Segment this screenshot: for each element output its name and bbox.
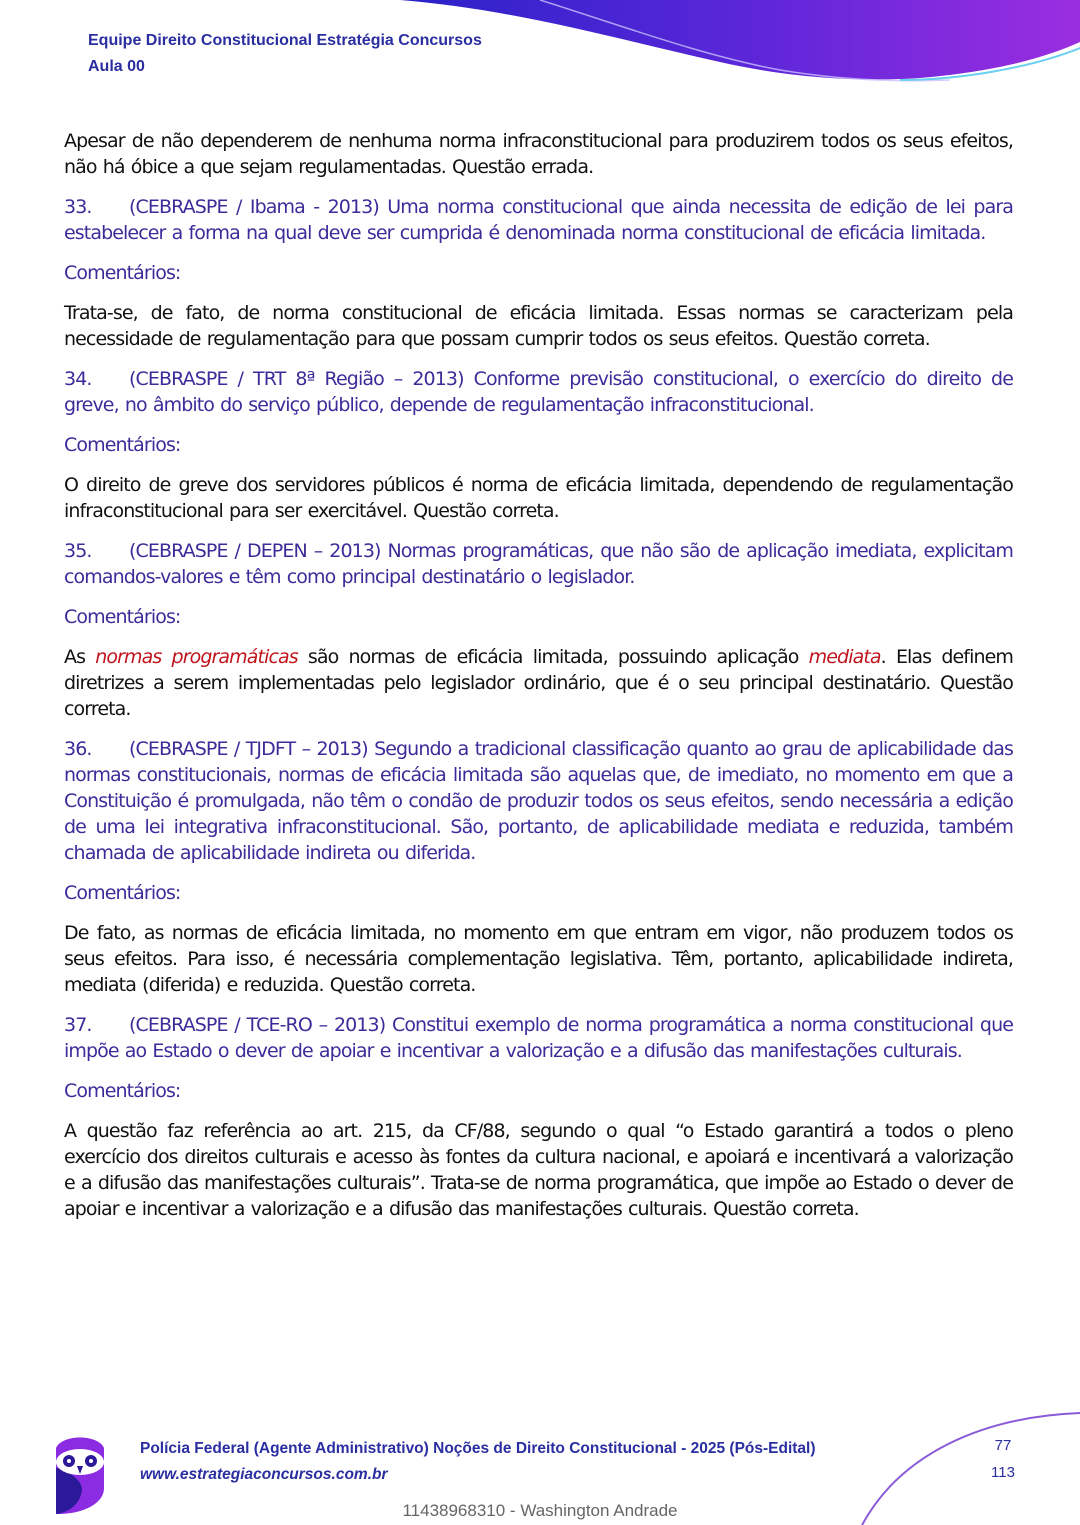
comment-label: Comentários: <box>64 434 181 456</box>
question-statement: (CEBRASPE / TJDFT – 2013) Segundo a tradicional classificação quanto ao grau de aplicabilidade das normas constitucionais, normas de eficácia limitada são aquelas que, de imediato, no momento em que a Constituição é promulgada, não têm o condão de produzir todos os seus efeitos, sendo necessária a edição de uma lei integrativa infraconstitucional. São, portanto, de aplicabilidade mediata e reduzida, também chamada de aplicabilidade indireta ou diferida. <box>64 738 1013 864</box>
comment-36: De fato, as normas de eficácia limitada, no momento em que entram em vigor, não produzem todos os seus efeitos. Para isso, é necessária complementação legislativa. Têm, portanto, aplicabilidade indireta, mediata (diferida) e reduzida. Questão correta. <box>64 922 1013 996</box>
highlight-mediata: mediata <box>808 646 881 668</box>
header-lesson: Aula 00 <box>88 58 145 75</box>
question-number: 37. <box>64 1014 92 1036</box>
comment-label: Comentários: <box>64 882 181 904</box>
document-body <box>64 128 1013 1236</box>
question-number: 36. <box>64 738 92 760</box>
intro-paragraph: Apesar de não dependerem de nenhuma norma infraconstitucional para produzirem todos os seus efeitos, não há óbice a que sejam regulamentadas. Questão errada. <box>64 130 1013 178</box>
highlight-normas-programaticas: normas programáticas <box>95 646 298 668</box>
header-team-name: Equipe Direito Constitucional Estratégia Concursos <box>88 32 482 49</box>
question-statement: (CEBRASPE / Ibama - 2013) Uma norma constitucional que ainda necessita de edição de lei para estabelecer a forma na qual deve ser cumprida é denominada norma constitucional de eficácia limitada. <box>64 196 1013 244</box>
comment-text: são normas de eficácia limitada, possuindo aplicação <box>297 646 809 668</box>
question-34 <box>64 366 1013 418</box>
footer-course-title: Polícia Federal (Agente Administrativo) Noções de Direito Constitucional - 2025 (Pós-Edital) <box>140 1440 816 1457</box>
comment-label: Comentários: <box>64 262 181 284</box>
comment-33: Trata-se, de fato, de norma constitucional de eficácia limitada. Essas normas se caracterizam pela necessidade de regulamentação para que possam cumprir todos os seus efeitos. Questão correta. <box>64 302 1013 350</box>
question-number: 33. <box>64 196 92 218</box>
page-header <box>88 28 482 80</box>
footer-watermark: 11438968310 - Washington Andrade <box>402 1501 678 1520</box>
comment-text: . Elas definem diretrizes a serem implementadas pelo legislador ordinário, que é o seu principal destinatário. Questão correta. <box>64 646 1013 720</box>
comment-35 <box>64 644 1013 722</box>
question-statement: (CEBRASPE / TRT 8ª Região – 2013) Conforme previsão constitucional, o exercício do direito de greve, no âmbito do serviço público, depende de regulamentação infraconstitucional. <box>64 368 1013 416</box>
comment-text: As <box>64 646 96 668</box>
comment-label: Comentários: <box>64 1080 181 1102</box>
comment-label: Comentários: <box>64 606 181 628</box>
footer-website-link[interactable]: www.estrategiaconcursos.com.br <box>140 1466 388 1483</box>
page-number-total: 113 <box>991 1464 1015 1481</box>
question-37 <box>64 1012 1013 1064</box>
question-33 <box>64 194 1013 246</box>
question-35 <box>64 538 1013 590</box>
question-number: 34. <box>64 368 92 390</box>
question-36 <box>64 736 1013 866</box>
question-statement: (CEBRASPE / DEPEN – 2013) Normas programáticas, que não são de aplicação imediata, explicitam comandos-valores e têm como principal destinatário o legislador. <box>64 540 1013 588</box>
question-statement: (CEBRASPE / TCE-RO – 2013) Constitui exemplo de norma programática a norma constitucional que impõe ao Estado o dever de apoiar e incentivar a valorização e a difusão das manifestações culturais. <box>64 1014 1013 1062</box>
comment-34: O direito de greve dos servidores públicos é norma de eficácia limitada, dependendo de regulamentação infraconstitucional para ser exercitável. Questão correta. <box>64 474 1013 522</box>
page-number-current: 77 <box>994 1437 1012 1454</box>
question-number: 35. <box>64 540 92 562</box>
comment-37: A questão faz referência ao art. 215, da CF/88, segundo o qual “o Estado garantirá a todos o pleno exercício dos direitos culturais e acesso às fontes da cultura nacional, e apoiará e incentivará a valorização e a difusão das manifestações culturais”. Trata-se de norma programática, que impõe ao Estado o dever de apoiar e incentivar a valorização e a difusão das manifestações culturais. Questão correta. <box>64 1120 1013 1220</box>
